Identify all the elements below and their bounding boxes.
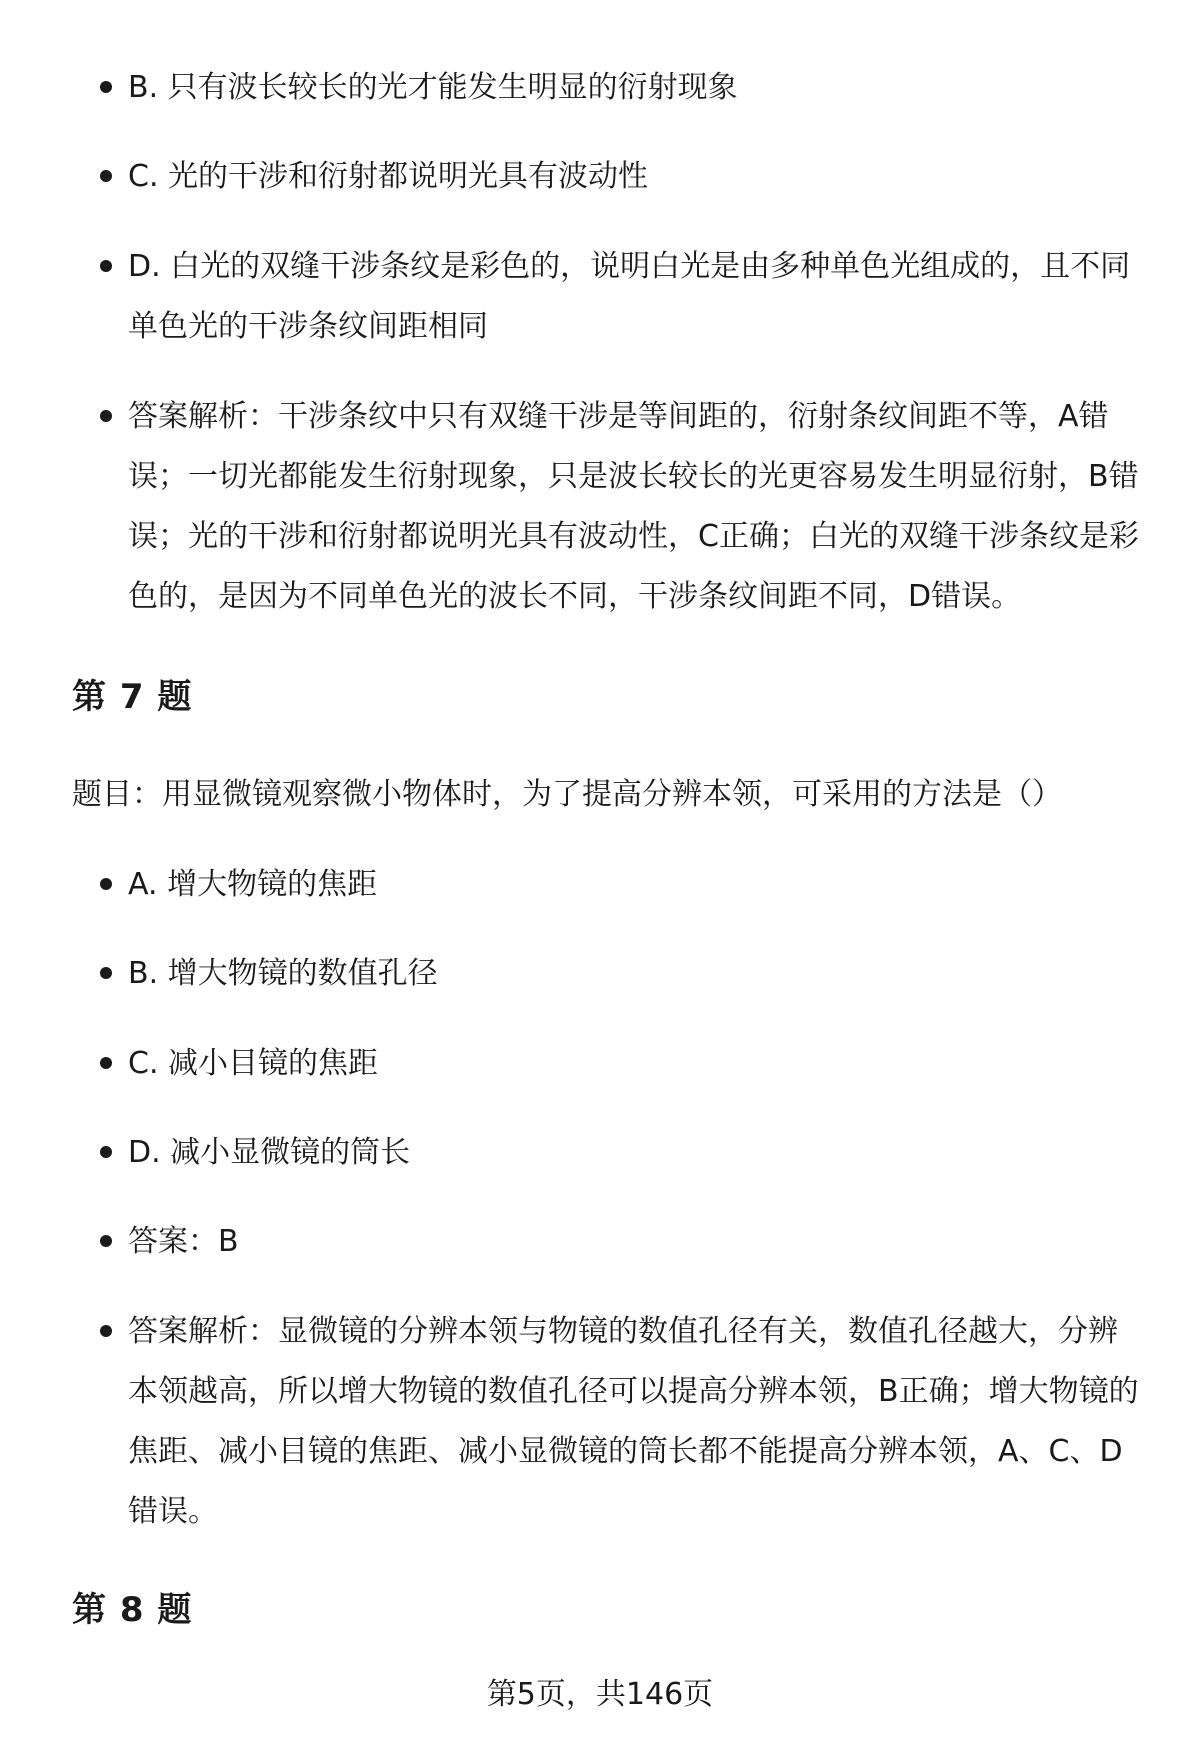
q7-heading: 第 7 题 [72,677,193,717]
q6-option-c: C. 光的干涉和衍射都说明光具有波动性 [128,147,1146,207]
q7-question: 题目：用显微镜观察微小物体时，为了提高分辨本领，可采用的方法是（） [72,777,1062,812]
q6-explanation: 答案解析：干涉条纹中只有双缝干涉是等间距的，衍射条纹间距不等，A错误；一切光都能发生衍射现象，只是波长较长的光更容易发生明显衍射，B错误；光的干涉和衍射都说明光具有波动性，C正确；白光的双缝干涉条纹是彩色的，是因为不同单色光的波长不同，干涉条纹间距不同，D错误。 [128,387,1146,627]
q7-answer: 答案：B [128,1212,1146,1272]
q7-option-c: C. 减小目镜的焦距 [128,1034,1146,1094]
q7-explanation: 答案解析：显微镜的分辨本领与物镜的数值孔径有关，数值孔径越大，分辨本领越高，所以增大物镜的数值孔径可以提高分辨本领，B正确；增大物镜的焦距、减小目镜的焦距、减小显微镜的筒长都不能提高分辨本领，A、C、D错误。 [128,1302,1146,1542]
q7-option-b: B. 增大物镜的数值孔径 [128,944,1146,1004]
q7-option-a: A. 增大物镜的焦距 [128,855,1146,915]
q8-heading: 第 8 题 [72,1590,193,1630]
q6-option-b: B. 只有波长较长的光才能发生明显的衍射现象 [128,58,1146,118]
q7-option-d: D. 减小显微镜的筒长 [128,1123,1146,1183]
q6-option-d: D. 白光的双缝干涉条纹是彩色的，说明白光是由多种单色光组成的，且不同单色光的干涉条纹间距相同 [128,237,1146,357]
page-indicator: 第5页，共146页 [486,1677,714,1712]
